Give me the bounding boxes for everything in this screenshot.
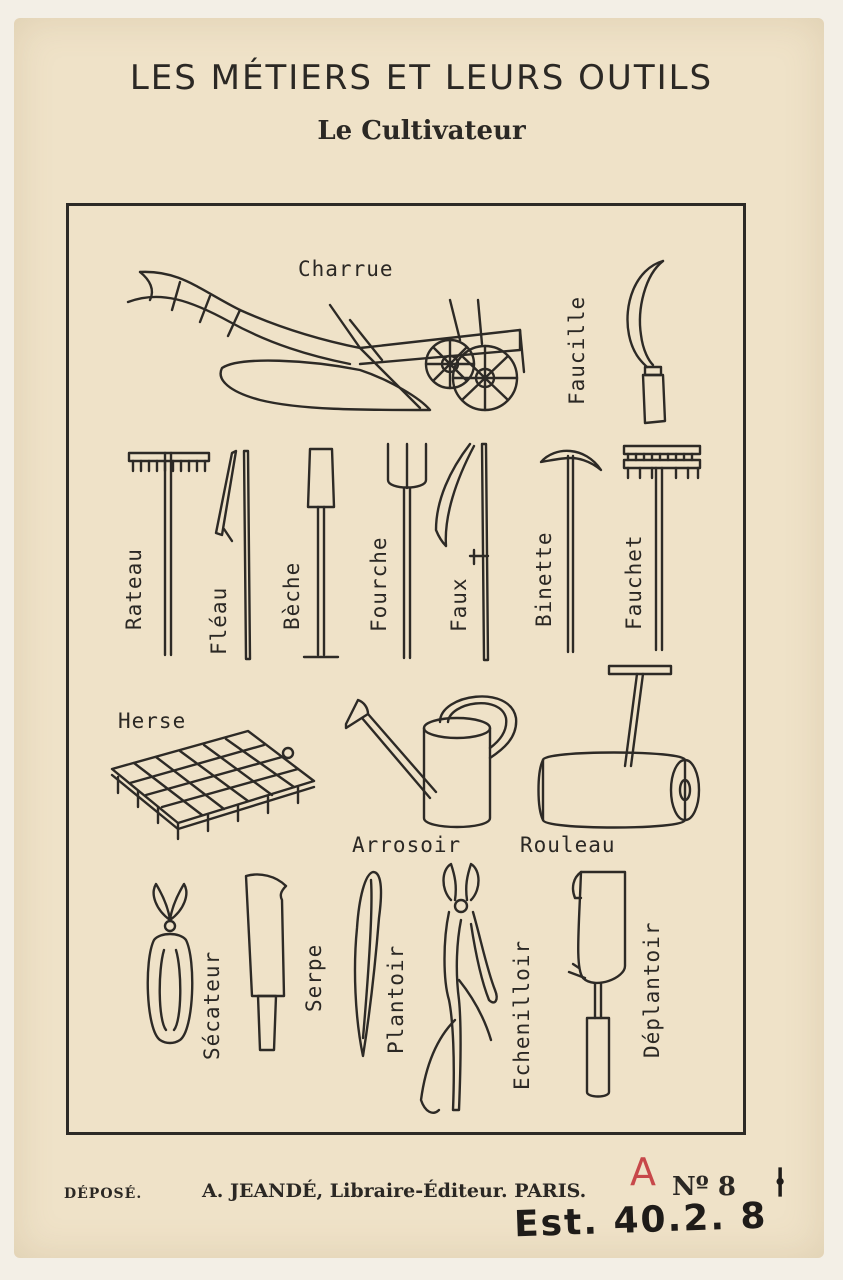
- label-faux: Faux: [447, 577, 471, 632]
- depose-text: DÉPOSÉ.: [64, 1186, 143, 1202]
- label-rouleau: Rouleau: [520, 833, 616, 857]
- pruner-illustration: [140, 880, 200, 1050]
- watering-can-illustration: [340, 688, 525, 838]
- caterpillar-pruner-illustration: [415, 860, 510, 1125]
- label-deplantoir: Déplantoir: [640, 921, 664, 1058]
- label-herse: Herse: [118, 709, 187, 733]
- label-arrosoir: Arrosoir: [352, 833, 462, 857]
- label-charrue: Charrue: [298, 257, 394, 281]
- billhook-illustration: [240, 870, 300, 1060]
- publisher-text: A. JEANDÉ, Libraire-Éditeur. PARIS.: [202, 1180, 587, 1202]
- spade-illustration: [296, 445, 346, 665]
- label-rateau: Rateau: [122, 548, 146, 630]
- stamp-letter: A: [630, 1150, 656, 1194]
- label-beche: Bèche: [280, 561, 304, 630]
- label-serpe: Serpe: [302, 943, 326, 1012]
- harrow-illustration: [108, 725, 323, 845]
- transplanter-illustration: [565, 868, 635, 1100]
- roller-illustration: [535, 662, 705, 842]
- label-fauchet: Fauchet: [622, 534, 646, 630]
- handwritten-mark: ⍿: [775, 1160, 786, 1206]
- page-title: LES MÉTIERS ET LEURS OUTILS: [129, 58, 714, 98]
- label-binette: Binette: [532, 531, 556, 627]
- page-subtitle: Le Cultivateur: [317, 116, 526, 146]
- label-secateur: Sécateur: [200, 950, 224, 1060]
- card-number: Nº 8: [672, 1172, 736, 1202]
- label-fleau: Fléau: [207, 586, 231, 655]
- label-faucille: Faucille: [565, 295, 589, 405]
- label-echenilloir: Echenilloir: [510, 939, 534, 1090]
- sickle-illustration: [615, 255, 685, 430]
- plough-illustration: [120, 260, 540, 420]
- label-plantoir: Plantoir: [384, 944, 408, 1054]
- handwritten-shelfmark: Est. 40.2. 8: [513, 1195, 769, 1246]
- label-fourche: Fourche: [367, 536, 391, 632]
